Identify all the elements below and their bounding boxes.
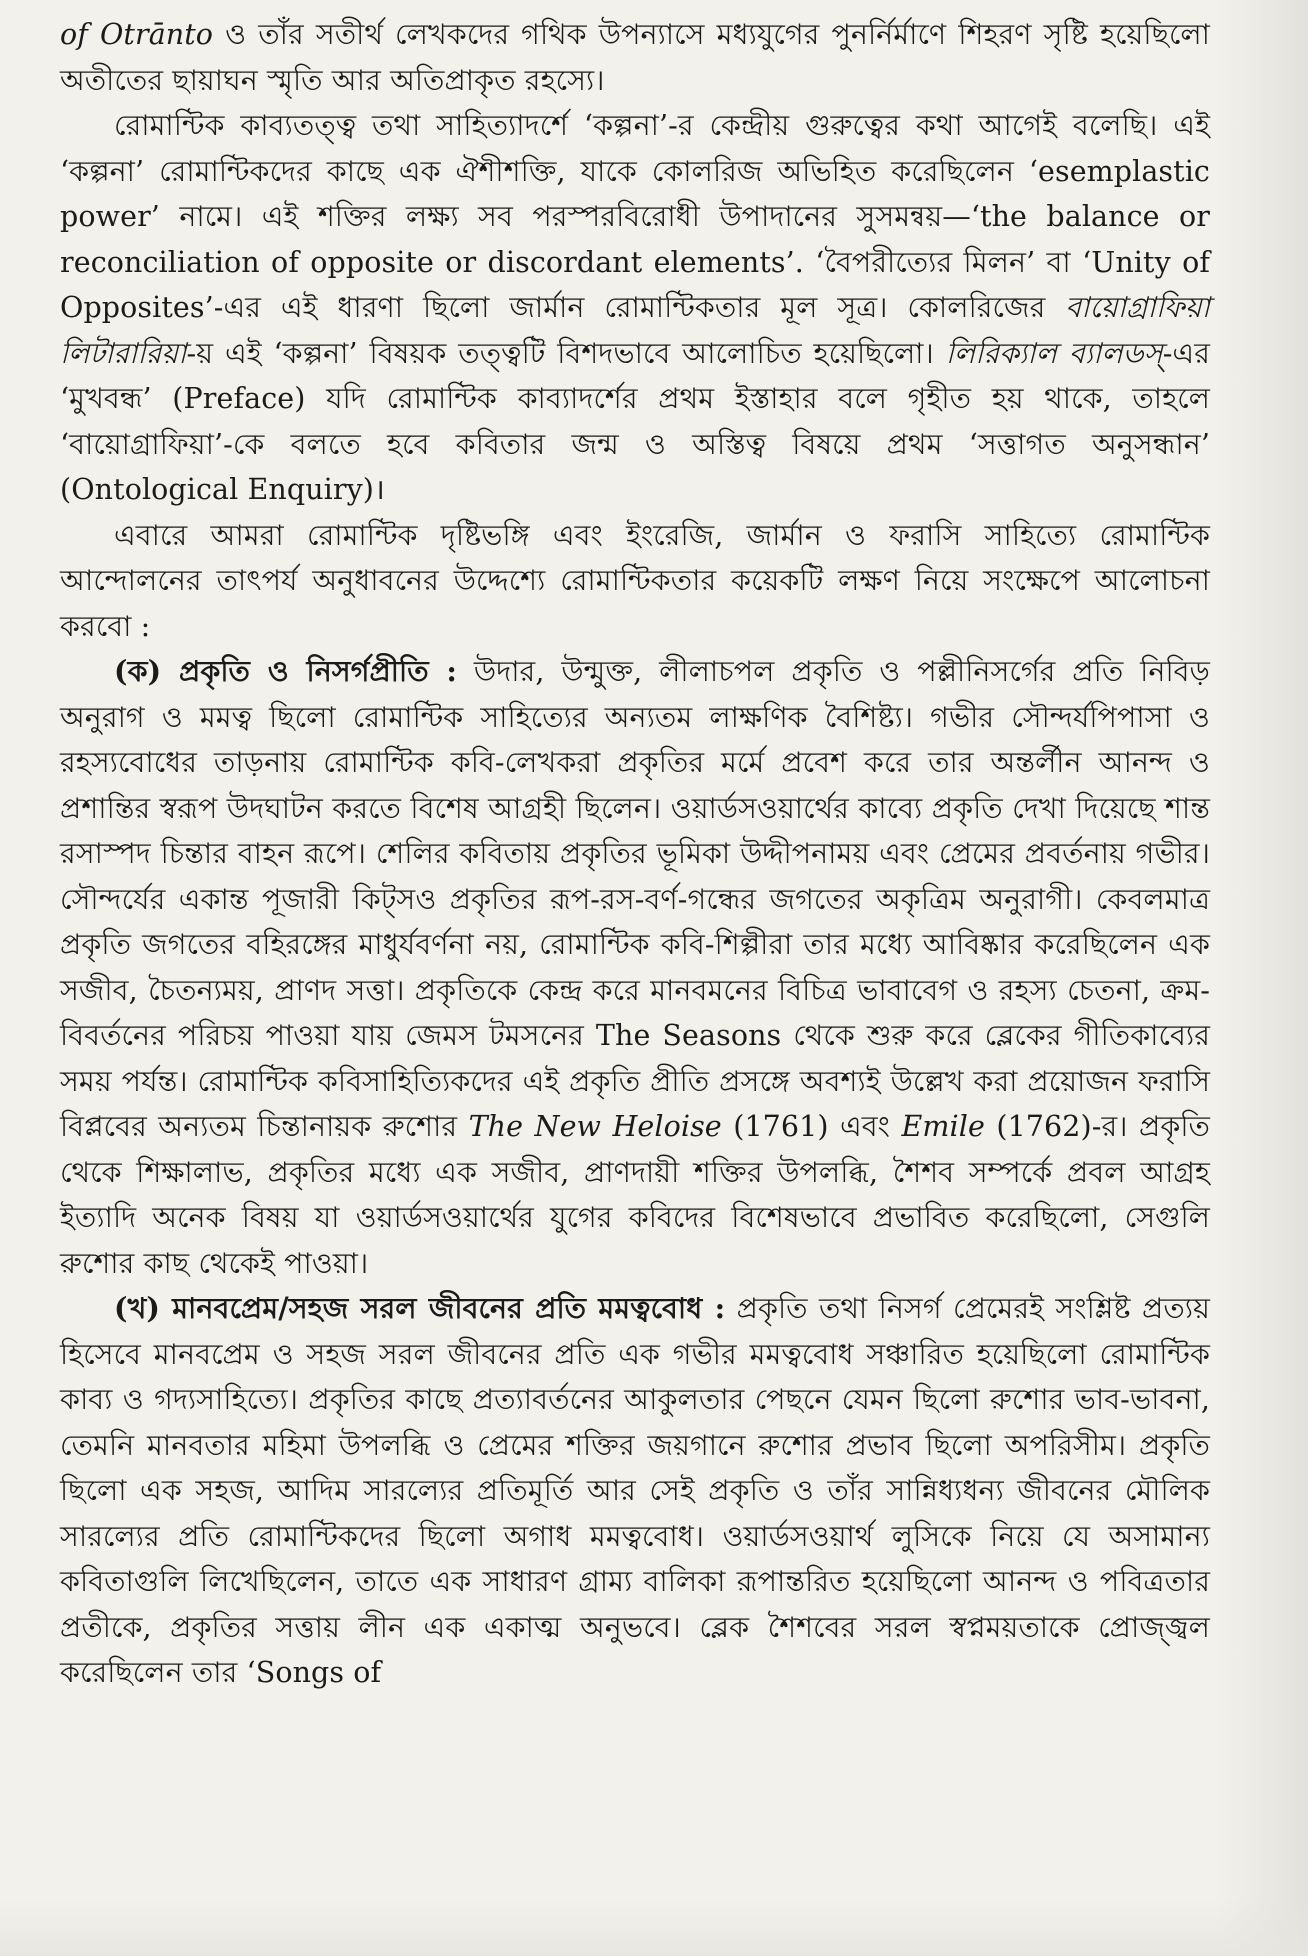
text-run: প্রকৃতি তথা নিসর্গ প্রেমেরই সংশ্লিষ্ট প্রত্যয় হিসেবে মানবপ্রেম ও সহজ সরল জীবনের প্রতি এক গভীর মমত্ববোধ সঞ্চারিত হয়েছিলো রোমান্টিক কাব্য ও গদ্যসাহিত্যে। প্রকৃতির কাছে প্রত্যাবর্তনের আকুলতার পেছনে যেমন ছিলো রুশোর ভাব-ভাবনা, তেমনি মানবতার মহিমা উপলব্ধি ও প্রেমের শক্তির জয়গানে রুশোর প্রভাব ছিলো অপরিসীম। প্রকৃতি ছিলো এক সহজ, আদিম সারল্যের প্রতিমূর্তি আর সেই প্রকৃতি ও তাঁর সান্নিধ্যধন্য জীবনের মৌলিক সারল্যের প্রতি রোমান্টিকদের ছিলো অগাধ মমত্ববোধ। ওয়ার্ডসওয়ার্থ লুসিকে নিয়ে যে অসামান্য কবিতাগুলি লিখেছিলেন, তাতে এক সাধারণ গ্রাম্য বালিকা রূপান্তরিত হয়েছিলো আনন্দ ও পবিত্রতার প্রতীকে, প্রকৃতির সত্তায় লীন এক একাত্ম অনুভবে। ব্লেক শৈশবের সরল স্বপ্নময়তাকে প্রোজ্জ্বল করেছিলেন তার ‘Songs of [60,1292,1210,1689]
italic-title: Emile [901,1110,985,1143]
italic-title: লিরিক্যাল ব্যালডস্ [945,336,1163,370]
italic-title: The New Heloise [468,1110,722,1143]
italic-title: বায়োগ্রাফিয়া লিটারারিয়া [60,291,1210,370]
paragraph [60,513,1210,650]
paragraph [60,103,1210,513]
text-run: এবারে আমরা রোমান্টিক দৃষ্টিভঙ্গি এবং ইংরেজি, জার্মান ও ফরাসি সাহিত্যে রোমান্টিক আন্দোলনের তাৎপর্য অনুধাবনের উদ্দেশ্যে রোমান্টিকতার কয়েকটি লক্ষণ নিয়ে সংক্ষেপে আলোচনা করবো : [60,518,1210,643]
page-bottom-shadow [0,1896,1308,1956]
paragraph [60,649,1210,1286]
italic-title: of Otrānto [60,18,214,51]
text-run: -য় এই ‘কল্পনা’ বিষয়ক তত্ত্বটি বিশদভাবে আলোচিত হয়েছিলো। [186,336,946,370]
text-run: উদার, উন্মুক্ত, লীলাচপল প্রকৃতি ও পল্লীনিসর্গের প্রতি নিবিড় অনুরাগ ও মমত্ব ছিলো রোমান্টিক সাহিত্যের অন্যতম লাক্ষণিক বৈশিষ্ট্য। গভীর সৌন্দর্যপিপাসা ও রহস্যবোধের তাড়নায় রোমান্টিক কবি-লেখকরা প্রকৃতির মর্মে প্রবেশ করে তার অন্তর্লীন আনন্দ ও প্রশান্তির স্বরূপ উদঘাটন করতে বিশেষ আগ্রহী ছিলেন। ওয়ার্ডসওয়ার্থের কাব্যে প্রকৃতি দেখা দিয়েছে শান্ত রসাস্পদ চিন্তার বাহন রূপে। শেলির কবিতায় প্রকৃতির ভূমিকা উদ্দীপনাময় এবং প্রেমের প্রবর্তনায় গভীর। সৌন্দর্যের একান্ত পূজারী কিট্সও প্রকৃতির রূপ-রস-বর্ণ-গন্ধের জগতের অকৃত্রিম অনুরাগী। কেবলমাত্র প্রকৃতি জগতের বহিরঙ্গের মাধুর্যবর্ণনা নয়, রোমান্টিক কবি-শিল্পীরা তার মধ্যে আবিষ্কার করেছিলেন এক সজীব, চৈতন্যময়, প্রাণদ সত্তা। প্রকৃতিকে কেন্দ্র করে মানবমনের বিচিত্র ভাবাবেগ ও রহস্য চেতনা, ক্রম-বিবর্তনের পরিচয় পাওয়া যায় জেমস টমসনের The Seasons থেকে শুরু করে ব্লেকের গীতিকাব্যের সময় পর্যন্ত। রোমান্টিক কবিসাহিত্যিকদের এই প্রকৃতি প্রীতি প্রসঙ্গে অবশ্যই উল্লেখ করা প্রয়োজন ফরাসি বিপ্লবের অন্যতম চিন্তানায়ক রুশোর [60,655,1211,1143]
text-run: (1761) এবং [721,1110,902,1143]
text-run: ও তাঁর সতীর্থ লেখকদের গথিক উপন্যাসে মধ্যযুগের পুনর্নির্মাণে শিহরণ সৃষ্টি হয়েছিলো অতীতের ছায়াঘন স্মৃতি আর অতিপ্রাকৃত রহস্যে। [60,18,1210,97]
text-run: (1762)-র। প্রকৃতি থেকে শিক্ষালাভ, প্রকৃতির মধ্যে এক সজীব, প্রাণদায়ী শক্তির উপলব্ধি, শৈশব সম্পর্কে প্রবল আগ্রহ ইত্যাদি অনেক বিষয় যা ওয়ার্ডসওয়ার্থের যুগের কবিদের বিশেষভাবে প্রভাবিত করেছিলো, সেগুলি রুশোর কাছ থেকেই পাওয়া। [60,1110,1211,1280]
text-run: রোমান্টিক কাব্যতত্ত্ব তথা সাহিত্যাদর্শে ‘কল্পনা’-র কেন্দ্রীয় গুরুত্বের কথা আগেই বলেছি। এই ‘কল্পনা’ রোমান্টিকদের কাছে এক ঐশীশক্তি, যাকে কোলরিজ অভিহিত করেছিলেন ‘esemplastic power’ নামে। এই শক্তির লক্ষ্য সব পরস্পরবিরোধী উপাদানের সুসমন্বয়—‘the balance or reconciliation of opposite or discordant elements’. ‘বৈপরীত্যের মিলন’ বা ‘Unity of Opposites’-এর এই ধারণা ছিলো জার্মান রোমান্টিকতার মূল সূত্র। কোলরিজের [60,109,1210,324]
section-heading: (খ) মানবপ্রেম/সহজ সরল জীবনের প্রতি মমত্ববোধ : [114,1291,726,1325]
page-edge-shadow [1218,0,1308,1956]
section-heading: (ক) প্রকৃতি ও নিসর্গপ্রীতি : [114,654,458,688]
paragraph [60,1286,1210,1696]
paragraph [60,12,1210,103]
page-text [60,12,1210,1696]
text-run: -এর ‘মুখবন্ধ’ (Preface) যদি রোমান্টিক কাব্যাদর্শের প্রথম ইস্তাহার বলে গৃহীত হয় থাকে, তাহলে ‘বায়োগ্রাফিয়া’-কে বলতে হবে কবিতার জন্ম ও অস্তিত্ব বিষয়ে প্রথম ‘সত্তাগত অনুসন্ধান’ (Ontological Enquiry)। [60,336,1210,506]
